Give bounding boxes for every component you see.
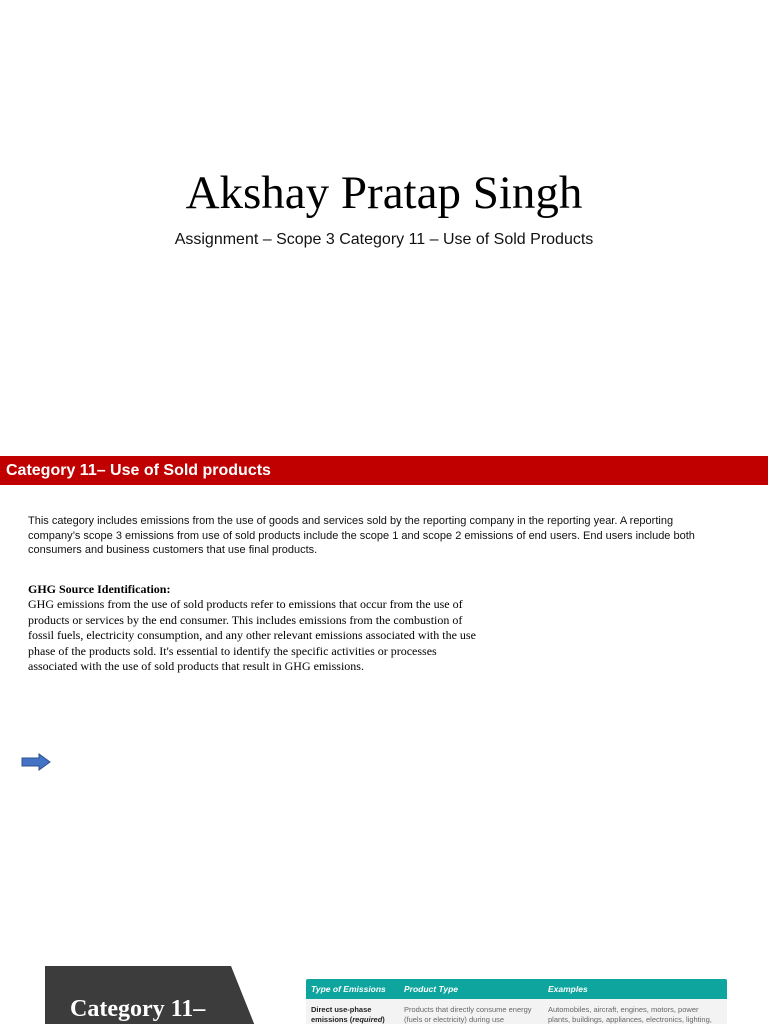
- category-slide: [0, 456, 768, 888]
- table-row: [306, 999, 727, 1024]
- examples-cell: [544, 999, 727, 1024]
- product-type-cell: [400, 999, 544, 1024]
- product-line-1: Products that directly consume energy: [404, 1005, 532, 1014]
- type-line-1: Direct use-phase: [311, 1005, 372, 1014]
- table-header-cell: Type of Emissions: [311, 984, 386, 994]
- ghg-source-body: GHG emissions from the use of sold products refer to emissions that occur from the use of products or services by the end consumer. This includes emissions from the combustion of fossil fuels, electricity consumption, and any other relevant emissions associated with the use phase of the products sold. It's essential to identify the specific activities or processes associated with the use of sold products that result in GHG emissions.: [28, 597, 476, 673]
- presentation-subtitle: Assignment – Scope 3 Category 11 – Use of Sold Products: [174, 231, 594, 248]
- type-line-2-prefix: emissions (: [311, 1015, 353, 1024]
- type-line-2: [311, 1015, 400, 1024]
- table-header-cell: Product Type: [404, 984, 458, 994]
- product-line-2: (fuels or electricity) during use: [404, 1015, 505, 1024]
- right-arrow-icon: [21, 753, 51, 771]
- category-table-slide: [0, 912, 768, 1024]
- ghg-source-heading: GHG Source Identification:: [28, 582, 171, 596]
- dark-panel-title: Category 11–: [70, 996, 206, 1022]
- presentation-title: Akshay Pratap Singh: [185, 167, 583, 219]
- slide-banner: Category 11– Use of Sold products: [0, 456, 768, 485]
- type-line-2-suffix: ): [382, 1015, 385, 1024]
- type-of-emissions-cell: [306, 999, 400, 1024]
- table-header-row: [306, 979, 727, 999]
- title-slide: [0, 0, 768, 432]
- emissions-table: [306, 979, 727, 1024]
- examples-line-2: plants, buildings, appliances, electronics, lighting,: [548, 1015, 712, 1024]
- examples-line-1: Automobiles, aircraft, engines, motors, power: [548, 1005, 699, 1014]
- type-line-2-italic: required: [352, 1015, 383, 1024]
- table-header-cell: Examples: [548, 984, 588, 994]
- intro-paragraph: This category includes emissions from the use of goods and services sold by the reporting company in the reporting year. A reporting company’s scope 3 emissions from use of sold products include the scope 1 and scope 2 emissions of end users. End users include both consumers and business customers that use final products.: [28, 515, 695, 556]
